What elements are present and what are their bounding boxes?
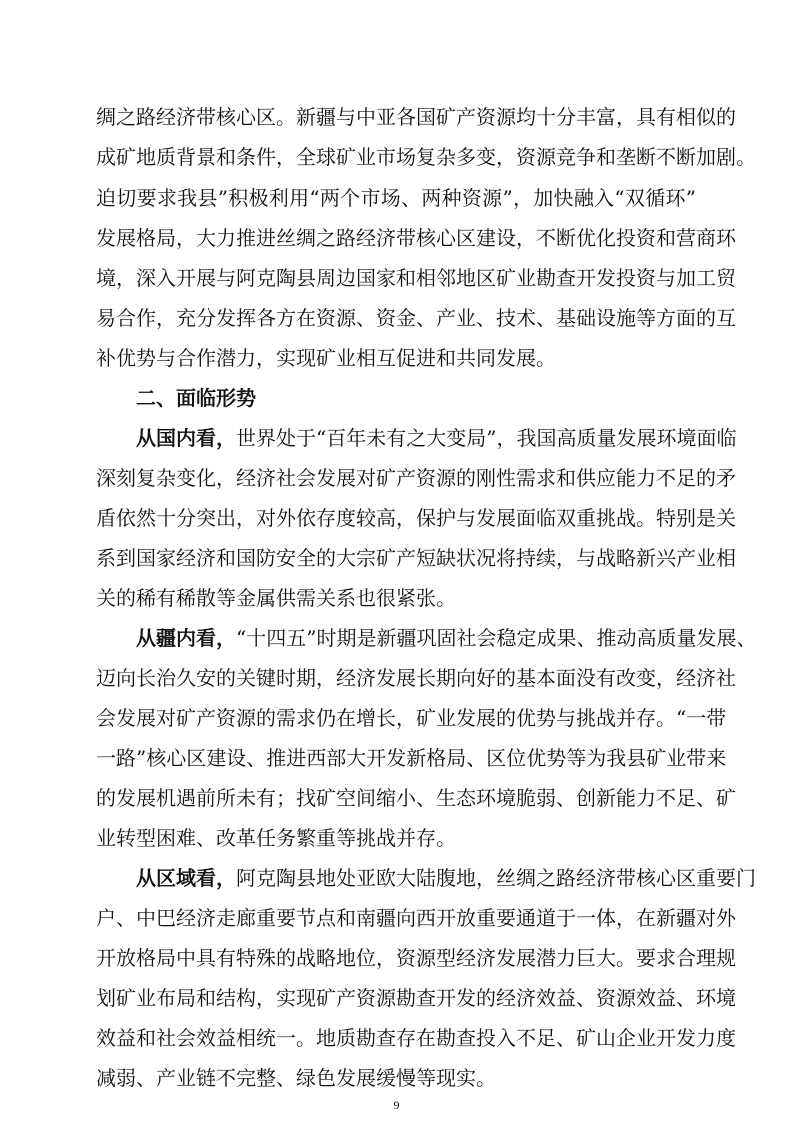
section-heading: 二、面临形势 — [136, 386, 256, 410]
paragraph2-lead: 从国内看， — [136, 426, 236, 450]
paragraph2-first-line — [136, 418, 737, 458]
paragraph2-line-4: 系到国家经济和国防安全的大宗矿产短缺状况将持续，与战略新兴产业相 — [96, 546, 736, 570]
paragraph2-line-2: 深刻复杂变化，经济社会发展对矿产资源的刚性需求和供应能力不足的矛 — [96, 466, 736, 490]
paragraph2-first-line-text: 世界处于“百年未有之大变局”，我国高质量发展环境面临 — [236, 426, 737, 450]
paragraph2-line-5: 关的稀有稀散等金属供需关系也很紧张。 — [96, 586, 456, 610]
paragraph2-line-3: 盾依然十分突出，对外依存度较高，保护与发展面临双重挑战。特别是关 — [96, 506, 736, 530]
paragraph3-lead: 从疆内看， — [136, 626, 236, 650]
paragraph1-line-7: 补优势与合作潜力，实现矿业相互促进和共同发展。 — [96, 346, 556, 370]
paragraph1-line-2: 成矿地质背景和条件，全球矿业市场复杂多变，资源竞争和垄断不断加剧。 — [96, 145, 756, 169]
paragraph3-line-3: 会发展对矿产资源的需求仍在增长，矿业发展的优势与挑战并存。“一带 — [96, 706, 727, 730]
paragraph4-line-3: 开放格局中具有特殊的战略地位，资源型经济发展潜力巨大。要求合理规 — [96, 946, 736, 970]
paragraph4-line-6: 减弱、产业链不完整、绿色发展缓慢等现实。 — [96, 1066, 496, 1090]
paragraph3-first-line — [136, 618, 757, 658]
paragraph4-first-line-text: 阿克陶县地处亚欧大陆腹地，丝绸之路经济带核心区重要门 — [236, 866, 756, 890]
paragraph3-line-4: 一路”核心区建设、推进西部大开发新格局、区位优势等为我县矿业带来 — [96, 746, 727, 770]
paragraph3-line-2: 迈向长治久安的关键时期，经济发展长期向好的基本面没有改变，经济社 — [96, 666, 736, 690]
paragraph1-line-6: 易合作，充分发挥各方在资源、资金、产业、技术、基础设施等方面的互 — [96, 306, 736, 330]
paragraph1-line-1: 绸之路经济带核心区。新疆与中亚各国矿产资源均十分丰富，具有相似的 — [96, 105, 736, 129]
paragraph4-line-4: 划矿业布局和结构，实现矿产资源勘查开发的经济效益、资源效益、环境 — [96, 986, 736, 1010]
paragraph1-line-3: 迫切要求我县”积极利用“两个市场、两种资源”，加快融入“双循环” — [96, 186, 696, 210]
paragraph4-lead: 从区域看， — [136, 866, 236, 890]
paragraph3-line-6: 业转型困难、改革任务繁重等挑战并存。 — [96, 826, 456, 850]
paragraph4-line-5: 效益和社会效益相统一。地质勘查存在勘查投入不足、矿山企业开发力度 — [96, 1026, 736, 1050]
page-number: 9 — [393, 1098, 400, 1112]
paragraph3-first-line-text: “十四五”时期是新疆巩固社会稳定成果、推动高质量发展、 — [236, 626, 757, 650]
paragraph4-line-2: 户、中巴经济走廊重要节点和南疆向西开放重要通道于一体，在新疆对外 — [96, 906, 736, 930]
paragraph4-first-line — [136, 858, 756, 898]
paragraph1-line-5: 境，深入开展与阿克陶县周边国家和相邻地区矿业勘查开发投资与加工贸 — [96, 266, 736, 290]
paragraph3-line-5: 的发展机遇前所未有；找矿空间缩小、生态环境脆弱、创新能力不足、矿 — [96, 786, 736, 810]
paragraph1-line-4: 发展格局，大力推进丝绸之路经济带核心区建设，不断优化投资和营商环 — [96, 226, 736, 250]
